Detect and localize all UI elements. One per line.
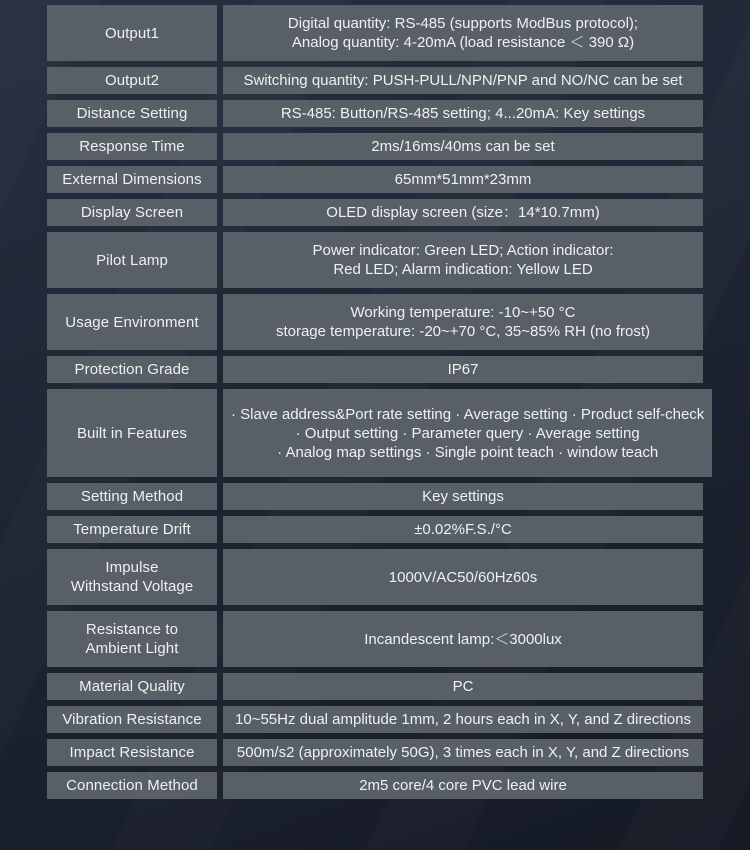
- row-value: [223, 389, 712, 477]
- row-label: [47, 166, 217, 193]
- row-label-line: Response Time: [79, 138, 185, 155]
- row-value-line: 2ms/16ms/40ms can be set: [371, 138, 555, 155]
- row-value-line: Red LED; Alarm indication: Yellow LED: [333, 261, 593, 278]
- row-label-line: Built in Features: [76, 424, 188, 442]
- row-label: [47, 739, 217, 766]
- row-value-line: ±0.02%F.S./°C: [414, 521, 512, 538]
- row-label: [47, 772, 217, 799]
- row-label: [47, 100, 217, 127]
- row-value: [223, 673, 703, 700]
- row-value-line: OLED display screen (size：14*10.7mm): [326, 204, 600, 221]
- row-label: [47, 5, 217, 61]
- row-value-line: Working temperature: -10~+50 °C: [350, 304, 576, 321]
- row-value: [223, 483, 703, 510]
- table-row: [47, 389, 703, 477]
- row-label: [47, 673, 217, 700]
- row-value-line: · Output setting · Parameter query · Average setting: [295, 424, 640, 442]
- row-label: [47, 67, 217, 94]
- table-row: [47, 611, 703, 667]
- table-row: [47, 549, 703, 605]
- row-label: [47, 133, 217, 160]
- row-value: [223, 706, 703, 733]
- row-value: [223, 5, 703, 61]
- row-label-line: Output1: [104, 24, 160, 42]
- row-label-line: Vibration Resistance: [62, 711, 202, 728]
- row-label: [47, 232, 217, 288]
- row-label-line: Distance Setting: [76, 105, 188, 122]
- row-value: [223, 166, 703, 193]
- row-label: [47, 199, 217, 226]
- row-label: [47, 356, 217, 383]
- table-row: [47, 100, 703, 127]
- row-label-line: Pilot Lamp: [96, 251, 168, 269]
- row-value: [223, 772, 703, 799]
- row-value-line: 65mm*51mm*23mm: [394, 171, 532, 188]
- row-label-line: Output2: [104, 72, 160, 89]
- row-label-line: Protection Grade: [74, 361, 190, 378]
- table-row: [47, 739, 703, 766]
- row-value-line: Digital quantity: RS-485 (supports ModBus protocol);: [287, 15, 639, 32]
- row-value-line: · Analog map settings · Single point teach · window teach: [277, 443, 659, 461]
- row-label: [47, 549, 217, 605]
- table-row: [47, 133, 703, 160]
- row-value-line: Switching quantity: PUSH-PULL/NPN/PNP and NO/NC can be set: [243, 72, 683, 89]
- table-row: [47, 772, 703, 799]
- row-value: [223, 199, 703, 226]
- row-value-line: Key settings: [422, 488, 504, 505]
- row-value: [223, 356, 703, 383]
- row-label-line: Withstand Voltage: [70, 578, 194, 595]
- row-value: [223, 294, 703, 350]
- table-row: [47, 673, 703, 700]
- row-label-line: Temperature Drift: [73, 521, 191, 538]
- row-label-line: Connection Method: [66, 777, 198, 794]
- table-row: [47, 706, 703, 733]
- row-label-line: Impact Resistance: [69, 744, 195, 761]
- row-value-line: RS-485: Button/RS-485 setting; 4...20mA: Key settings: [280, 105, 646, 122]
- row-value: [223, 611, 703, 667]
- row-label-line: Usage Environment: [65, 313, 199, 331]
- row-value-line: PC: [452, 678, 474, 695]
- table-row: [47, 232, 703, 288]
- row-value: [223, 100, 703, 127]
- row-value: [223, 549, 703, 605]
- row-value-line: Power indicator: Green LED; Action indicator:: [312, 242, 614, 259]
- row-label-line: Resistance to: [85, 621, 179, 638]
- row-label: [47, 706, 217, 733]
- row-value: [223, 739, 703, 766]
- row-value: [223, 133, 703, 160]
- table-row: [47, 483, 703, 510]
- row-label: [47, 483, 217, 510]
- table-row: [47, 199, 703, 226]
- row-value: [223, 67, 703, 94]
- table-row: [47, 516, 703, 543]
- row-value-line: IP67: [447, 361, 479, 378]
- table-row: [47, 356, 703, 383]
- row-value: [223, 232, 703, 288]
- row-label-line: Display Screen: [80, 204, 184, 221]
- row-label-line: Material Quality: [79, 678, 185, 695]
- row-label-line: Impulse: [105, 559, 159, 576]
- row-value-line: Incandescent lamp:＜3000lux: [364, 630, 562, 648]
- row-label-line: Setting Method: [80, 488, 184, 505]
- specification-table: [47, 5, 703, 799]
- row-value-line: 500m/s2 (approximately 50G), 3 times each in X, Y, and Z directions: [236, 744, 690, 761]
- row-label-line: Ambient Light: [85, 640, 179, 657]
- table-row: [47, 5, 703, 61]
- row-value-line: 1000V/AC50/60Hz60s: [388, 568, 538, 586]
- row-value-line: · Slave address&Port rate setting · Average setting · Product self-check: [231, 405, 705, 423]
- table-row: [47, 67, 703, 94]
- row-value-line: 10~55Hz dual amplitude 1mm, 2 hours each in X, Y, and Z directions: [235, 711, 691, 728]
- row-value-line: Analog quantity: 4-20mA (load resistance ＜ 390 Ω): [291, 34, 635, 51]
- row-label: [47, 516, 217, 543]
- row-label: [47, 611, 217, 667]
- row-value-line: storage temperature: -20~+70 °C, 35~85% RH (no frost): [275, 323, 651, 340]
- row-label: [47, 294, 217, 350]
- table-row: [47, 294, 703, 350]
- table-row: [47, 166, 703, 193]
- row-value: [223, 516, 703, 543]
- row-label-line: External Dimensions: [62, 171, 202, 188]
- row-value-line: 2m5 core/4 core PVC lead wire: [359, 777, 567, 794]
- row-label: [47, 389, 217, 477]
